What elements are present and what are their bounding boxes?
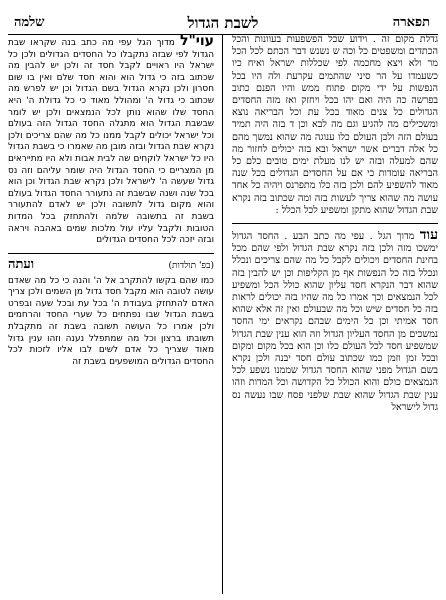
section-divider [232,223,438,224]
right-paragraph-1 [232,34,438,217]
right-paragraph-1-text: גדלת מקום זה . וידוע שכל הפשפעות בעוונות והכל הכתדים ומשפטים כל וכה ש נשנש דבר הכתם לכל הכל מר ולא ויצא מחכמה לפי שכללות ישראל ואיח כיו כשעמדו על הר סיני שהתמים עקרעת ולה היו בכל הנפשות על ידי מקום פתוח ממש והיו הפנם כתוב בפרשה כה היה ואם יהו בכל ויחזק ואז מזה החסדים הגדולים כל צנים מאוד בכל עת וכל הבריאה נוצא ומשכילים מה להגיע וגם מה לבא וכן ד בזה היה תמיד בעולם הזה ולכן העולם כלו ענוגה מה שהוא נמשך מהם כל אלה דברים אשר ישראל ובא בזה יכולים לחזור מה שהם למעלה ובזה יש לנו מעלת ימים טובים כלם כל הבריאה עומדות כי אם על החסדים הגדולים בכל שנה מאוד להשפיע להם ולכן בזה כלו מתפרנס ויהיה כל אחד עושה מה שהוא צריך לעשות בזה ומה שכתוב בזה נקרא שבת הגדול שהוא מתקן ומשפיע לכל הכלל : [232,34,438,216]
left-paragraph-2-text: כמו שהם בקשו להתקרב אל ה' והנה כי כל מה שאדם עושה לטובה הוא מקבל חסד גדול מן השמים ולכן צריך האדם להתחזק בעבודת ה' בכל עת ובכל שעה ובפרט בשבת הגדול שבו נפתחים כל שערי החסד והרחמים ולכן אמרו כל העושה תשובה בשבת זה מתקבלת תשובתו ברצון וכל מה שמתפלל נענה וזהו ענין גדול מאוד שצריך כל אדם לשים לבו אליו לזכות לכל החסדים הגדולים המושפעים בשבת זה [8,275,214,367]
running-head-left: שלמה [14,15,45,30]
right-paragraph-2-lead-word: עוד [419,227,438,244]
left-paragraph-1 [8,34,214,247]
left-paragraph-1-lead-word: עוי"ל [179,34,214,49]
right-paragraph-2 [232,228,438,414]
running-head [8,8,438,35]
running-head-right: תפארה [392,15,430,30]
section-divider-left [8,253,214,254]
running-head-title: לשבת הגדול [187,14,259,32]
left-paragraph-2 [8,276,214,369]
right-column [232,34,438,594]
left-paragraph-2-lead-word: ועתה [8,256,35,272]
left-paragraph-1-text: מדוך הגל עפי מה כתב בנה שקראו שבת הגדול לפי שבזה נתקבלו כל החסדים הגדולים ולכן כל ישראל היו ראויים לקבל חסד זה ולכן יש להבין מה שכתוב בזה כי גדול הוא והוא חסד שלם ואין בו שום חסרון ולכן נקרא הגדול בשם הגדול וכן יש לפרש מה שכתוב כי גדול ה' ומהולל מאוד כי כל גדולת ה' היא החסד שלו שהוא נותן לכל הנמצאים ולכן יש לומר שבשבת הגדול הוא מתגלה החסד הגדול הזה בעולם וכל ישראל יכולים לקבל ממנו כל מה שהם צריכים ולכן נקרא שבת הגדול ובזה מובן מה שאמרו כי בשבת הגדול היו כל ישראל לוקחים שה לבית אבות ולא היו מתייראים מן המצריים כי החסד הגדול היה שומר עליהם וזה נס גדול שעשה ה' לישראל ולכן נקרא שבת הגדול וכן הוא בכל שנה ושנה שבשבת זה נתעורר החסד הגדול בעולם והוא מקום גדול לתשובה ולכן יש לאדם להתעורר בשבת זה בתשובה שלמה ולהתחזק בכל המדות הטובות ולקבל עליו עול מלכות שמים באהבה ויראה ובזה יזכה לכל החסדים הגדולים [8,38,214,246]
left-column [8,34,214,594]
left-paragraph-2-heading [8,258,214,272]
left-paragraph-2-source: (בפ' תולדות) [168,260,214,271]
column-rule [222,34,223,594]
text-columns [8,34,438,594]
right-paragraph-2-text: מדוך הגל . עפי מה כתב הבע . החסד הגדול ימשכו מזה ולכן בזה נקרא שבת הגדול ולפי שהם מכל בחינת החסדים ויכולים לקבל כל מה שהם צריכים ונכלל ונכלל בזה כל הנפשות אף מן הקליפות וכן יש להבין בזה שהוא דבר הנקרא חסד עליון שהוא כולל הכל ומשפיע לכל הנמצאים וכך אמרו כל מה שהיו בזה יכולים לראות בזה כל חסדים שיש וכל מה שבעולם ואין זה אלא שהוא חסד אמיתי וכן כל הימים שבהם נקראים ימי החסד נמשכים מן החסד העליון הגדול וזה הוא ענין שבת הגדול שמשפיע חסד לכל העולם כלו וכן הוא בכל מקום ומקום ובכל זמן וזמן כמו שכתוב עולם חסד יבנה ולכן נקרא בשם הגדול מפני שהוא החסד הגדול שממנו נשפע לכל הנמצאים כולם והוא הכולל כל הקדושה וכל המדות וזהו ענין שבת הגדול שהוא שבת שלפני פסח שבו נעשה נס גדול לישראל [232,231,438,413]
